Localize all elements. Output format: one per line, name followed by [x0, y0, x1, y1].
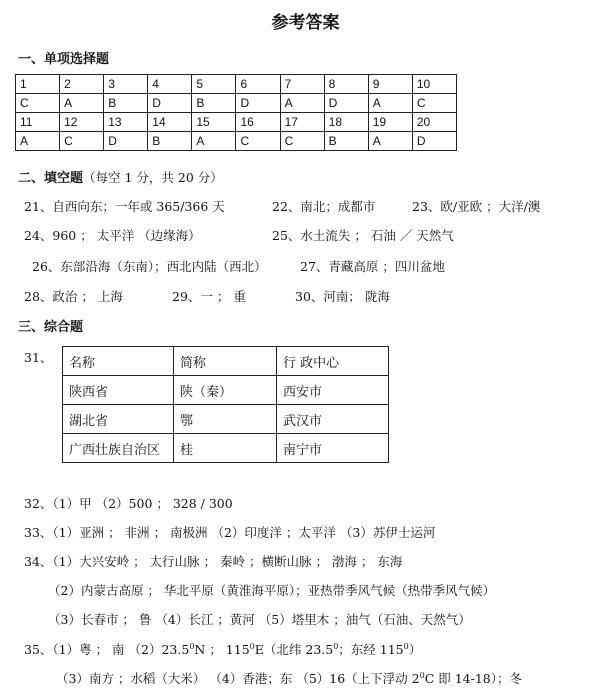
table-cell: A: [192, 132, 236, 151]
table-cell: 13: [104, 113, 148, 132]
table-cell: 2: [60, 75, 104, 94]
table-cell: 桂: [174, 434, 277, 463]
table-cell: D: [104, 132, 148, 151]
table-cell: 5: [192, 75, 236, 94]
table-cell: C: [412, 94, 456, 113]
answer-25: 25、水土流失 ； 石油 ／ 天然气: [272, 228, 454, 243]
text-segment: （3）南方 ；水稻（大米） （4）香港；东 （5）16（上下浮动 2: [56, 671, 420, 686]
answer-33: 33、（1）亚洲 ； 非洲 ； 南极洲 （2）印度洋 ；太平洋 （3）苏伊士运河: [24, 525, 436, 540]
table-row: [63, 405, 389, 434]
table-row: [16, 75, 457, 94]
section3-heading: 三、综合题: [18, 320, 84, 335]
section2-score-note: （每空 1 分，共 20 分）: [83, 170, 223, 185]
table-cell: 陕西省: [63, 376, 174, 405]
table-cell: 15: [192, 113, 236, 132]
answer-32: 32、（1）甲 （2）500 ； 328 / 300: [24, 496, 233, 511]
table-cell: 西安市: [277, 376, 389, 405]
table-cell: 8: [324, 75, 368, 94]
answer-34-line-2: （2）内蒙古高原 ； 华北平原（黄淮海平原）；亚热带季风气候（热带季风气候）: [48, 583, 496, 598]
table-cell: 1: [16, 75, 60, 94]
table-cell: 19: [368, 113, 412, 132]
text-segment: ；东经 115: [338, 642, 404, 657]
table-cell: 14: [148, 113, 192, 132]
degree-superscript: 0: [333, 641, 339, 651]
table-cell: 16: [236, 113, 280, 132]
degree-superscript: 0: [249, 641, 255, 651]
column-header: 简称: [174, 347, 277, 376]
answer-26: 26、东部沿海（东南）；西北内陆（西北）: [32, 259, 267, 274]
table-cell: 18: [324, 113, 368, 132]
degree-superscript: 0: [189, 641, 195, 651]
table-cell: 11: [16, 113, 60, 132]
text-segment: C 即 14-18）；冬: [424, 671, 523, 686]
table-cell: B: [192, 94, 236, 113]
table-cell: A: [280, 94, 324, 113]
table-cell: A: [60, 94, 104, 113]
table-cell: 12: [60, 113, 104, 132]
section1-heading: 一、单项选择题: [18, 52, 110, 67]
table-cell: D: [236, 94, 280, 113]
table-cell: 4: [148, 75, 192, 94]
answer-34-line-1: 34、（1）大兴安岭 ； 太行山脉 ； 秦岭 ；横断山脉 ； 渤海 ； 东海: [24, 554, 403, 569]
table-cell: 9: [368, 75, 412, 94]
table-cell: 20: [412, 113, 456, 132]
table-row: [63, 434, 389, 463]
degree-superscript: 0: [419, 670, 425, 680]
column-header: 行 政中心: [277, 347, 389, 376]
text-segment: E（北纬 23.5: [254, 642, 334, 657]
table-cell: 7: [280, 75, 324, 94]
table-cell: 6: [236, 75, 280, 94]
table-cell: D: [412, 132, 456, 151]
table-row: [63, 376, 389, 405]
answer-29: 29、一 ； 重: [172, 289, 246, 304]
table-cell: C: [60, 132, 104, 151]
table-cell: A: [16, 132, 60, 151]
table-cell: B: [324, 132, 368, 151]
table-cell: 17: [280, 113, 324, 132]
table-cell: 鄂: [174, 405, 277, 434]
table-cell: 3: [104, 75, 148, 94]
mcq-answer-table: [15, 74, 457, 151]
table-cell: A: [368, 132, 412, 151]
table-row: [16, 113, 457, 132]
answer-24: 24、960 ； 太平洋 （边缘海）: [24, 228, 201, 243]
table-row: [16, 132, 457, 151]
answer-35-line-2: [56, 669, 522, 687]
answer-23: 23、欧/亚欧 ；大洋/澳: [412, 199, 541, 214]
column-header: 名称: [63, 347, 174, 376]
text-segment: 35、（1）粤 ； 南 （2）23.5: [24, 642, 190, 657]
table-cell: D: [324, 94, 368, 113]
table-cell: C: [236, 132, 280, 151]
answer-34-line-3: （3）长春市 ； 鲁 （4）长江 ；黄河 （5）塔里木 ；油气（石油、天然气）: [48, 612, 471, 627]
table-cell: C: [280, 132, 324, 151]
table-cell: 10: [412, 75, 456, 94]
answer-30: 30、河南； 陇海: [295, 289, 390, 304]
question-31-number: 31、: [24, 350, 53, 365]
page-title: 参考答案: [271, 13, 340, 33]
table-cell: 武汉市: [277, 405, 389, 434]
section2-heading: 二、填空题: [18, 171, 84, 186]
province-table: [62, 346, 389, 463]
table-cell: 湖北省: [63, 405, 174, 434]
answer-35-line-1: [24, 640, 421, 658]
table-cell: 陕（秦）: [174, 376, 277, 405]
table-cell: C: [16, 94, 60, 113]
table-row: [16, 94, 457, 113]
table-cell: B: [104, 94, 148, 113]
table-header-row: [63, 347, 389, 376]
degree-superscript: 0: [403, 641, 409, 651]
table-cell: 广西壮族自治区: [63, 434, 174, 463]
answer-22: 22、南北；成都市: [272, 199, 376, 214]
text-segment: ）: [408, 642, 422, 657]
text-segment: N ； 115: [194, 642, 250, 657]
answer-21: 21、自西向东；一年或 365/366 天: [24, 199, 225, 214]
table-cell: D: [148, 94, 192, 113]
answer-28: 28、政治 ； 上海: [24, 289, 123, 304]
table-cell: A: [368, 94, 412, 113]
table-cell: B: [148, 132, 192, 151]
table-cell: 南宁市: [277, 434, 389, 463]
answer-27: 27、青藏高原 ；四川盆地: [300, 259, 445, 274]
section2-heading-line: [18, 167, 223, 186]
